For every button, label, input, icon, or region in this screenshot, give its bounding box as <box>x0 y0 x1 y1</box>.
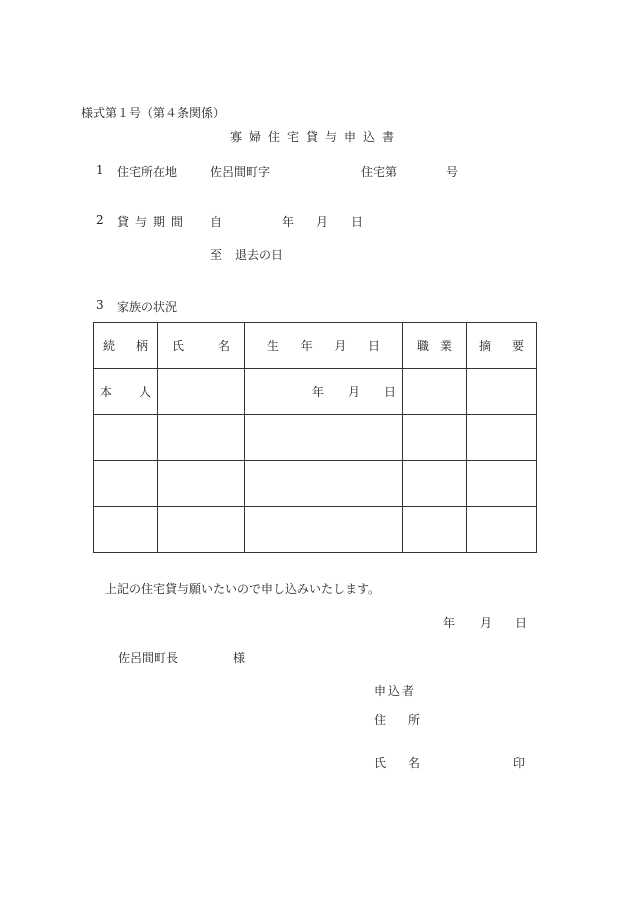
applicant-label: 申込者 <box>374 684 417 698</box>
dob-cell[interactable] <box>245 507 403 553</box>
section-1-label: 住宅所在地 <box>117 165 178 179</box>
self-relation-cell[interactable]: 本 人 <box>94 369 158 415</box>
dob-cell[interactable] <box>245 461 403 507</box>
section-1-number: 1 <box>96 163 104 177</box>
honorific: 様 <box>233 651 246 665</box>
header-relation: 続 柄 <box>94 323 158 369</box>
document-title: 寡婦住宅貸与申込書 <box>230 130 402 144</box>
form-id: 様式第１号（第４条関係） <box>81 106 226 120</box>
name-label: 氏 名 <box>374 756 421 770</box>
name-cell[interactable] <box>158 369 245 415</box>
occupation-cell[interactable] <box>403 369 467 415</box>
table-header-row <box>94 323 537 369</box>
period-day: 日 <box>351 215 364 229</box>
section-1-house: 住宅第 <box>361 165 398 179</box>
section-2-number: 2 <box>96 213 104 227</box>
application-date-month: 月 <box>480 616 493 630</box>
dob-cell[interactable]: 年 月 日 <box>245 369 403 415</box>
remarks-cell[interactable] <box>467 369 537 415</box>
occupation-cell[interactable] <box>403 415 467 461</box>
header-name: 氏 名 <box>158 323 245 369</box>
table-row <box>94 369 537 415</box>
relation-cell[interactable] <box>94 461 158 507</box>
section-1-number-suffix: 号 <box>446 165 459 179</box>
section-3-label: 家族の状況 <box>117 300 178 314</box>
name-cell[interactable] <box>158 507 245 553</box>
section-1-town: 佐呂間町字 <box>210 165 271 179</box>
family-status-table <box>93 322 537 553</box>
section-3-number: 3 <box>96 298 104 312</box>
occupation-cell[interactable] <box>403 461 467 507</box>
section-2-label: 貸与期間 <box>117 215 190 229</box>
name-cell[interactable] <box>158 415 245 461</box>
period-from: 自 <box>210 215 223 229</box>
address-label: 住 所 <box>374 713 421 727</box>
remarks-cell[interactable] <box>467 461 537 507</box>
addressee: 佐呂間町長 <box>118 651 179 665</box>
header-occupation: 職 業 <box>403 323 467 369</box>
seal-mark: 印 <box>513 756 526 770</box>
application-date-year: 年 <box>443 616 456 630</box>
name-cell[interactable] <box>158 461 245 507</box>
application-date-day: 日 <box>515 616 528 630</box>
occupation-cell[interactable] <box>403 507 467 553</box>
period-to-text: 退去の日 <box>235 248 284 262</box>
period-to: 至 <box>210 248 223 262</box>
header-date-of-birth: 生 年 月 日 <box>245 323 403 369</box>
relation-cell[interactable] <box>94 507 158 553</box>
header-remarks: 摘 要 <box>467 323 537 369</box>
period-year: 年 <box>282 215 295 229</box>
table-row <box>94 415 537 461</box>
relation-cell[interactable] <box>94 415 158 461</box>
dob-cell[interactable] <box>245 415 403 461</box>
table-row <box>94 461 537 507</box>
application-statement: 上記の住宅貸与願いたいので申し込みいたします。 <box>105 582 381 596</box>
period-month: 月 <box>316 215 329 229</box>
table-row <box>94 507 537 553</box>
remarks-cell[interactable] <box>467 507 537 553</box>
remarks-cell[interactable] <box>467 415 537 461</box>
